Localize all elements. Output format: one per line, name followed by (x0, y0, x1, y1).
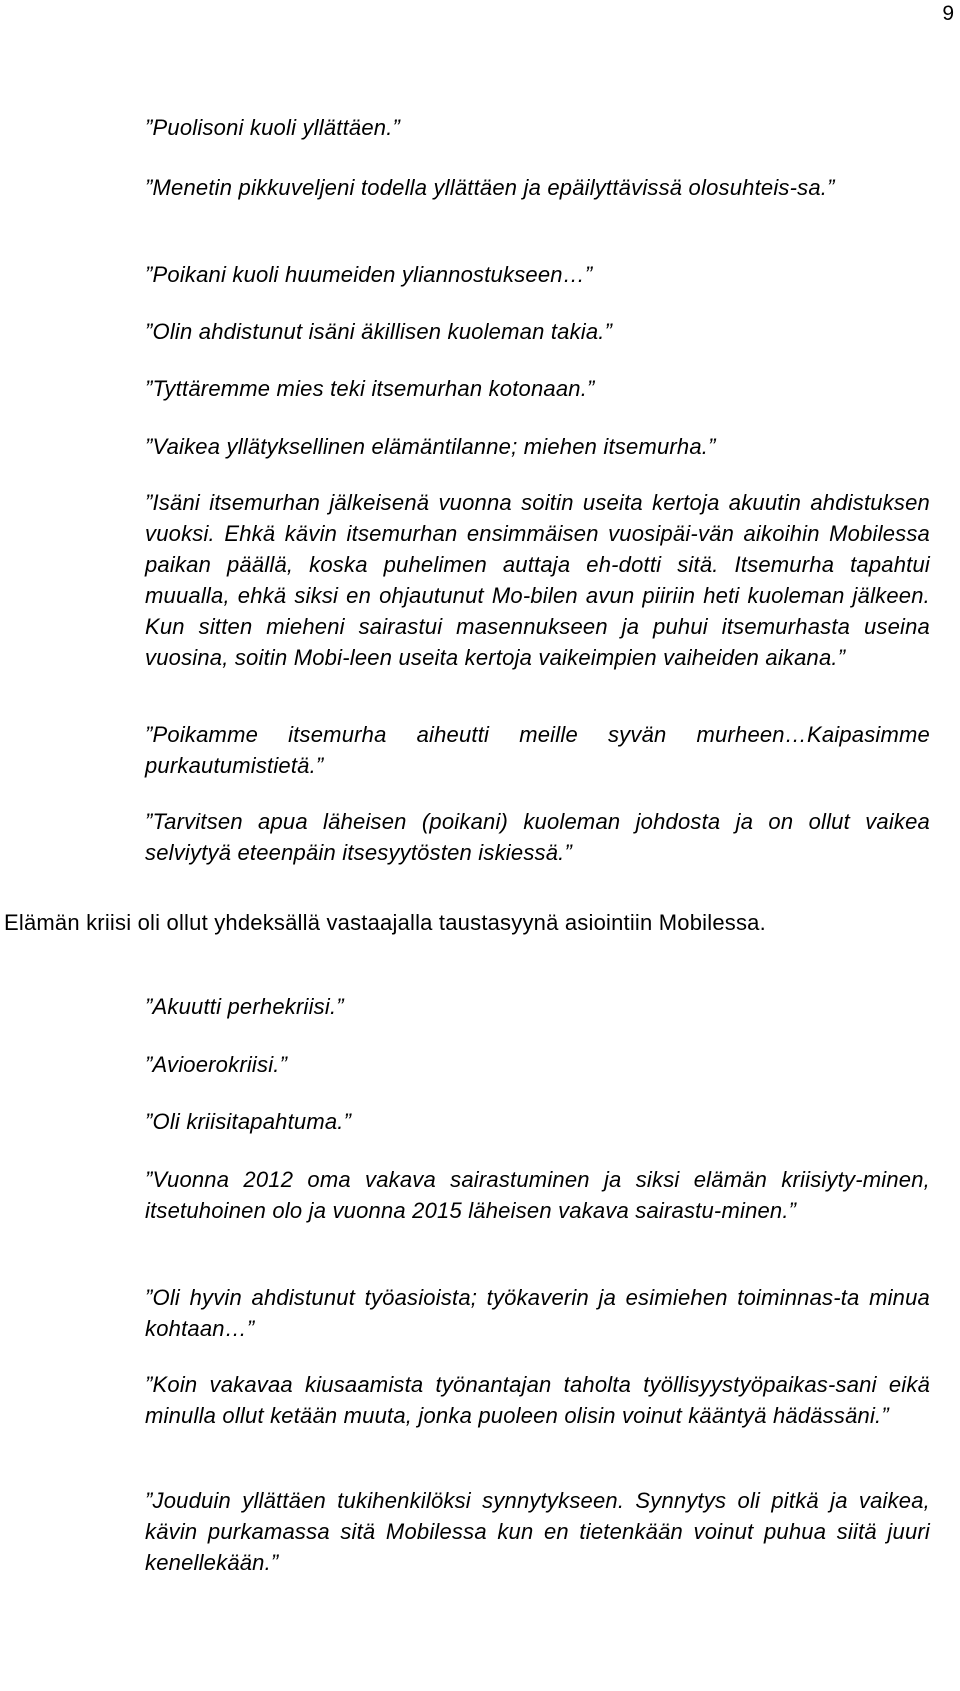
quote-workplace-bullying: ”Koin vakavaa kiusaamista työnantajan taholta työllisyystyöpaikas-sani eikä minulla ollut ketään muuta, jonka puoleen olisin voinut kääntyä hädässäni.” (145, 1372, 930, 1428)
quote-divorce-crisis: ”Avioerokriisi.” (145, 1052, 288, 1077)
quote-son-in-law-suicide: ”Tyttäremme mies teki itsemurhan kotonaan.” (145, 376, 595, 401)
quote-spouse-death: ”Puolisoni kuoli yllättäen.” (145, 115, 401, 140)
page-number: 9 (942, 2, 954, 25)
quote-son-suicide: ”Poikamme itsemurha aiheutti meille syvän murheen…Kaipasimme purkautumistietä.” (145, 722, 930, 778)
quote-work-anxiety: ”Oli hyvin ahdistunut työasioista; työkaverin ja esimiehen toiminnas-ta minua kohtaan…” (145, 1285, 930, 1341)
quote-birth-support: ”Jouduin yllättäen tukihenkilöksi synnytykseen. Synnytys oli pitkä ja vaikea, kävin purkamassa sitä Mobilessa kun en tietenkään voinut puhua siitä juuri kenellekään.” (145, 1488, 930, 1575)
quote-father-death: ”Olin ahdistunut isäni äkillisen kuoleman takia.” (145, 319, 613, 344)
quote-husband-suicide: ”Vaikea yllätyksellinen elämäntilanne; miehen itsemurha.” (145, 434, 716, 459)
quote-illness: ”Vuonna 2012 oma vakava sairastuminen ja siksi elämän kriisiyty-minen, itsetuhoinen olo ja vuonna 2015 läheisen vakava sairastu-minen.” (145, 1167, 930, 1223)
quote-self-blame: ”Tarvitsen apua läheisen (poikani) kuoleman johdosta ja on ollut vaikea selviytyä eteenpäin itsesyytösten iskiessä.” (145, 809, 930, 865)
quote-father-suicide-long: ”Isäni itsemurhan jälkeisenä vuonna soitin useita kertoja akuutin ahdistuksen vuoksi. Ehkä kävin itsemurhan ensimmäisen vuosipäi-vän aikoihin Mobilessa paikan päällä, koska puhelimen auttaja eh-dotti sitä. Itsemurha tapahtui muualla, ehkä siksi en ohjautunut Mo-bilen avun piiriin heti kuoleman jälkeen. Kun sitten mieheni sairastui masennukseen ja puhui itsemurhasta useina vuosina, soitin Mobi-leen useita kertoja vaikeimpien vaiheiden aikana.” (145, 490, 930, 670)
quote-family-crisis: ”Akuutti perhekriisi.” (145, 994, 344, 1019)
quote-crisis-event: ”Oli kriisitapahtuma.” (145, 1109, 352, 1134)
quote-son-overdose: ”Poikani kuoli huumeiden yliannostukseen…” (145, 262, 593, 287)
body-paragraph: Elämän kriisi oli ollut yhdeksällä vastaajalla taustasyynä asiointiin Mobilessa. (4, 910, 766, 935)
quote-brother-death: ”Menetin pikkuveljeni todella yllättäen ja epäilyttävissä olosuhteis-sa.” (145, 175, 835, 200)
